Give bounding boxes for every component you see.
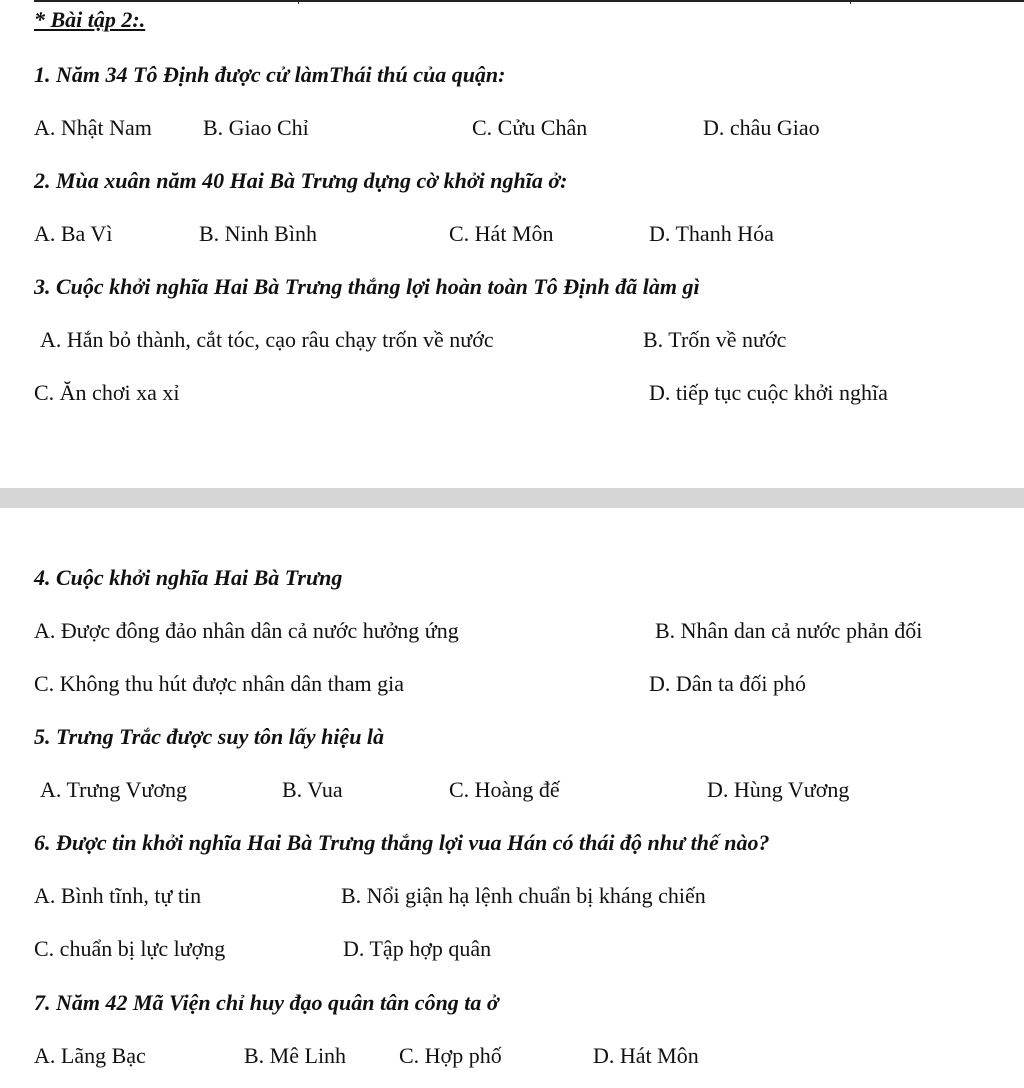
question-1: 1. Năm 34 Tô Định được cử làmThái thú của quận: (34, 62, 506, 87)
q6-option-d: D. Tập hợp quân (343, 936, 492, 961)
q7-option-c: C. Hợp phố (399, 1043, 502, 1068)
exercise-heading: * Bài tập 2:. (34, 7, 146, 32)
question-5: 5. Trưng Trắc được suy tôn lấy hiệu là (34, 724, 385, 749)
border-tick (850, 0, 851, 4)
q6-option-b: B. Nổi giận hạ lệnh chuẩn bị kháng chiến (341, 883, 706, 908)
q6-option-c: C. chuẩn bị lực lượng (34, 936, 226, 961)
q3-option-b: B. Trốn về nước (643, 327, 787, 352)
q1-option-d: D. châu Giao (703, 115, 820, 140)
top-table-border (0, 0, 1024, 4)
question-4: 4. Cuộc khởi nghĩa Hai Bà Trưng (34, 565, 343, 590)
q5-option-d: D. Hùng Vương (707, 777, 850, 802)
q4-option-d: D. Dân ta đối phó (649, 671, 807, 696)
border-tick (298, 0, 299, 4)
q4-option-a: A. Được đông đảo nhân dân cả nước hưởng ứng (34, 618, 459, 643)
question-3: 3. Cuộc khởi nghĩa Hai Bà Trưng thắng lợi hoàn toàn Tô Định đã làm gì (34, 274, 700, 299)
q2-option-b: B. Ninh Bình (199, 221, 317, 246)
border-line (34, 0, 1024, 5)
question-7: 7. Năm 42 Mã Viện chỉ huy đạo quân tân công ta ở (34, 990, 499, 1015)
q5-option-c: C. Hoàng đế (449, 777, 560, 802)
q4-option-c: C. Không thu hút được nhân dân tham gia (34, 671, 405, 696)
page-bottom (0, 508, 1024, 1088)
q3-option-a: A. Hắn bỏ thành, cắt tóc, cạo râu chạy trốn về nước (40, 327, 494, 352)
q7-option-b: B. Mê Linh (244, 1043, 347, 1068)
q3-option-d: D. tiếp tục cuộc khởi nghĩa (649, 380, 888, 405)
q2-option-a: A. Ba Vì (34, 221, 113, 246)
q4-option-b: B. Nhân dan cả nước phản đối (655, 618, 923, 643)
q2-option-c: C. Hát Môn (449, 221, 554, 246)
q1-option-a: A. Nhật Nam (34, 115, 152, 140)
q7-option-d: D. Hát Môn (593, 1043, 699, 1068)
q5-option-b: B. Vua (282, 777, 343, 802)
page-top (0, 0, 1024, 488)
q7-option-a: A. Lãng Bạc (34, 1043, 146, 1068)
q1-option-c: C. Cửu Chân (472, 115, 588, 140)
q1-option-b: B. Giao Chỉ (203, 115, 309, 140)
q3-option-c: C. Ăn chơi xa xỉ (34, 380, 180, 405)
q6-option-a: A. Bình tĩnh, tự tin (34, 883, 202, 908)
question-6: 6. Được tin khởi nghĩa Hai Bà Trưng thắng lợi vua Hán có thái độ như thế nào? (34, 830, 770, 855)
page-separator (0, 488, 1024, 508)
q2-option-d: D. Thanh Hóa (649, 221, 774, 246)
question-2: 2. Mùa xuân năm 40 Hai Bà Trưng dựng cờ khởi nghĩa ở: (34, 168, 568, 193)
q5-option-a: A. Trưng Vương (40, 777, 187, 802)
